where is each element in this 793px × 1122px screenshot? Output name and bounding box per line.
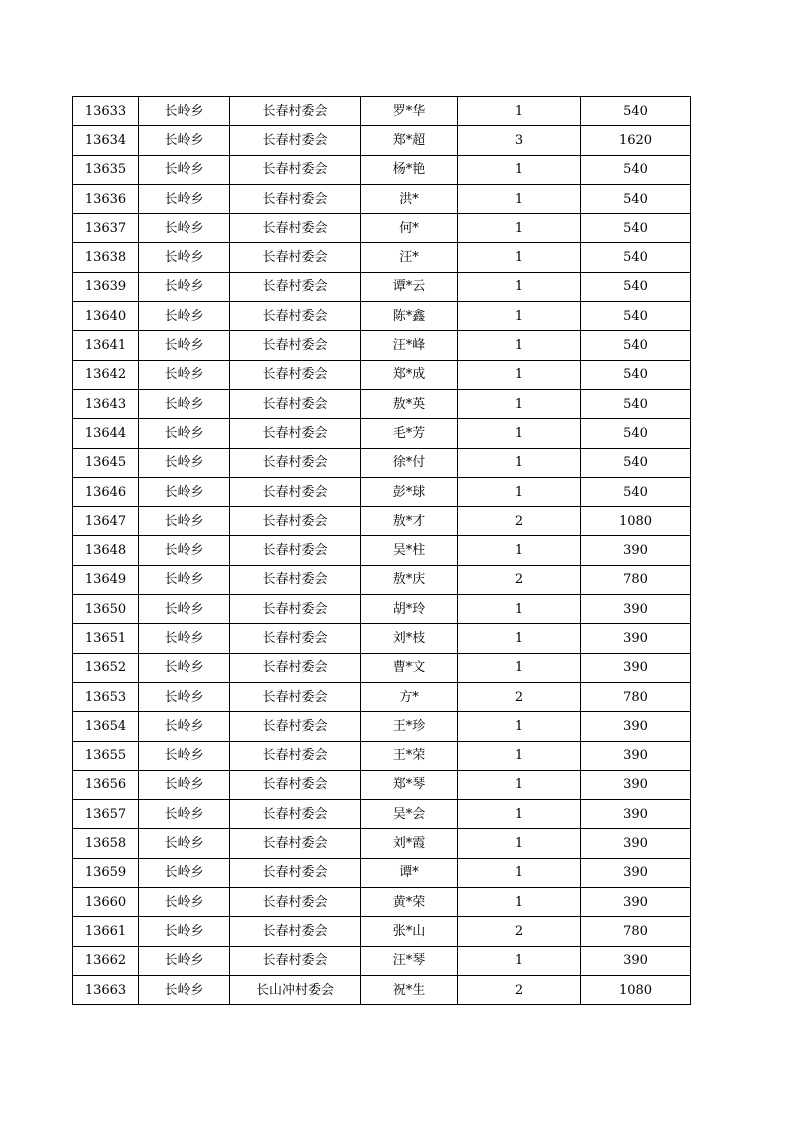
cell-id: 13651 bbox=[73, 624, 139, 653]
cell-amount: 390 bbox=[581, 653, 691, 682]
cell-id: 13662 bbox=[73, 946, 139, 975]
cell-amount: 540 bbox=[581, 448, 691, 477]
cell-name: 汪* bbox=[361, 243, 458, 272]
cell-village: 长春村委会 bbox=[230, 507, 361, 536]
cell-amount: 540 bbox=[581, 360, 691, 389]
cell-amount: 390 bbox=[581, 888, 691, 917]
table-row bbox=[73, 888, 691, 917]
table-row bbox=[73, 272, 691, 301]
cell-id: 13654 bbox=[73, 712, 139, 741]
cell-count: 2 bbox=[458, 975, 581, 1004]
cell-amount: 540 bbox=[581, 184, 691, 213]
cell-amount: 540 bbox=[581, 272, 691, 301]
cell-town: 长岭乡 bbox=[139, 155, 230, 184]
cell-count: 1 bbox=[458, 272, 581, 301]
cell-amount: 390 bbox=[581, 741, 691, 770]
table-row bbox=[73, 975, 691, 1004]
cell-name: 郑*琴 bbox=[361, 770, 458, 799]
cell-town: 长岭乡 bbox=[139, 389, 230, 418]
cell-amount: 540 bbox=[581, 243, 691, 272]
data-table bbox=[72, 96, 691, 1005]
cell-id: 13648 bbox=[73, 536, 139, 565]
cell-town: 长岭乡 bbox=[139, 946, 230, 975]
cell-id: 13661 bbox=[73, 917, 139, 946]
cell-town: 长岭乡 bbox=[139, 419, 230, 448]
cell-village: 长春村委会 bbox=[230, 97, 361, 126]
cell-count: 1 bbox=[458, 800, 581, 829]
cell-amount: 390 bbox=[581, 829, 691, 858]
cell-name: 罗*华 bbox=[361, 97, 458, 126]
table-row bbox=[73, 126, 691, 155]
cell-amount: 1080 bbox=[581, 975, 691, 1004]
cell-village: 长春村委会 bbox=[230, 829, 361, 858]
table-row bbox=[73, 214, 691, 243]
cell-village: 长春村委会 bbox=[230, 477, 361, 506]
table-row bbox=[73, 917, 691, 946]
cell-town: 长岭乡 bbox=[139, 682, 230, 711]
cell-count: 1 bbox=[458, 624, 581, 653]
cell-town: 长岭乡 bbox=[139, 302, 230, 331]
table-row bbox=[73, 155, 691, 184]
cell-name: 彭*球 bbox=[361, 477, 458, 506]
cell-count: 1 bbox=[458, 741, 581, 770]
cell-count: 1 bbox=[458, 829, 581, 858]
cell-id: 13642 bbox=[73, 360, 139, 389]
cell-count: 1 bbox=[458, 184, 581, 213]
table-row bbox=[73, 97, 691, 126]
table-row bbox=[73, 419, 691, 448]
cell-town: 长岭乡 bbox=[139, 97, 230, 126]
table-row bbox=[73, 360, 691, 389]
cell-village: 长春村委会 bbox=[230, 888, 361, 917]
cell-village: 长春村委会 bbox=[230, 858, 361, 887]
cell-town: 长岭乡 bbox=[139, 712, 230, 741]
cell-town: 长岭乡 bbox=[139, 565, 230, 594]
cell-town: 长岭乡 bbox=[139, 741, 230, 770]
cell-name: 张*山 bbox=[361, 917, 458, 946]
cell-village: 长春村委会 bbox=[230, 360, 361, 389]
cell-town: 长岭乡 bbox=[139, 331, 230, 360]
cell-village: 长春村委会 bbox=[230, 536, 361, 565]
cell-name: 吴*柱 bbox=[361, 536, 458, 565]
cell-count: 1 bbox=[458, 214, 581, 243]
cell-village: 长春村委会 bbox=[230, 653, 361, 682]
cell-village: 长春村委会 bbox=[230, 302, 361, 331]
cell-id: 13659 bbox=[73, 858, 139, 887]
cell-count: 1 bbox=[458, 155, 581, 184]
cell-amount: 1620 bbox=[581, 126, 691, 155]
cell-town: 长岭乡 bbox=[139, 917, 230, 946]
cell-count: 1 bbox=[458, 97, 581, 126]
cell-town: 长岭乡 bbox=[139, 536, 230, 565]
cell-id: 13640 bbox=[73, 302, 139, 331]
cell-name: 毛*芳 bbox=[361, 419, 458, 448]
cell-id: 13657 bbox=[73, 800, 139, 829]
cell-count: 2 bbox=[458, 917, 581, 946]
cell-town: 长岭乡 bbox=[139, 624, 230, 653]
cell-town: 长岭乡 bbox=[139, 800, 230, 829]
cell-count: 1 bbox=[458, 302, 581, 331]
cell-amount: 780 bbox=[581, 565, 691, 594]
cell-id: 13639 bbox=[73, 272, 139, 301]
cell-id: 13635 bbox=[73, 155, 139, 184]
cell-name: 敖*才 bbox=[361, 507, 458, 536]
cell-name: 何* bbox=[361, 214, 458, 243]
cell-count: 1 bbox=[458, 653, 581, 682]
cell-amount: 540 bbox=[581, 389, 691, 418]
cell-count: 1 bbox=[458, 595, 581, 624]
cell-amount: 540 bbox=[581, 302, 691, 331]
cell-name: 汪*琴 bbox=[361, 946, 458, 975]
table-row bbox=[73, 800, 691, 829]
cell-village: 长春村委会 bbox=[230, 155, 361, 184]
cell-amount: 390 bbox=[581, 770, 691, 799]
table-row bbox=[73, 829, 691, 858]
cell-town: 长岭乡 bbox=[139, 184, 230, 213]
table-row bbox=[73, 184, 691, 213]
cell-amount: 390 bbox=[581, 624, 691, 653]
cell-count: 1 bbox=[458, 448, 581, 477]
cell-count: 1 bbox=[458, 712, 581, 741]
cell-amount: 1080 bbox=[581, 507, 691, 536]
cell-name: 郑*超 bbox=[361, 126, 458, 155]
cell-id: 13647 bbox=[73, 507, 139, 536]
cell-town: 长岭乡 bbox=[139, 272, 230, 301]
cell-name: 谭*云 bbox=[361, 272, 458, 301]
cell-town: 长岭乡 bbox=[139, 507, 230, 536]
cell-town: 长岭乡 bbox=[139, 595, 230, 624]
cell-amount: 540 bbox=[581, 155, 691, 184]
cell-town: 长岭乡 bbox=[139, 888, 230, 917]
cell-amount: 780 bbox=[581, 917, 691, 946]
cell-id: 13643 bbox=[73, 389, 139, 418]
cell-village: 长春村委会 bbox=[230, 243, 361, 272]
table-row bbox=[73, 536, 691, 565]
cell-count: 2 bbox=[458, 565, 581, 594]
table-row bbox=[73, 331, 691, 360]
cell-village: 长春村委会 bbox=[230, 800, 361, 829]
cell-town: 长岭乡 bbox=[139, 858, 230, 887]
cell-name: 王*珍 bbox=[361, 712, 458, 741]
table-row bbox=[73, 243, 691, 272]
cell-name: 洪* bbox=[361, 184, 458, 213]
cell-count: 1 bbox=[458, 946, 581, 975]
cell-count: 2 bbox=[458, 682, 581, 711]
cell-name: 吴*会 bbox=[361, 800, 458, 829]
cell-town: 长岭乡 bbox=[139, 653, 230, 682]
cell-name: 敖*庆 bbox=[361, 565, 458, 594]
cell-name: 敖*英 bbox=[361, 389, 458, 418]
cell-town: 长岭乡 bbox=[139, 448, 230, 477]
cell-town: 长岭乡 bbox=[139, 243, 230, 272]
cell-village: 长春村委会 bbox=[230, 682, 361, 711]
cell-village: 长山冲村委会 bbox=[230, 975, 361, 1004]
cell-count: 1 bbox=[458, 389, 581, 418]
cell-count: 1 bbox=[458, 243, 581, 272]
cell-count: 3 bbox=[458, 126, 581, 155]
cell-village: 长春村委会 bbox=[230, 272, 361, 301]
cell-name: 刘*枝 bbox=[361, 624, 458, 653]
cell-amount: 390 bbox=[581, 858, 691, 887]
cell-town: 长岭乡 bbox=[139, 477, 230, 506]
cell-village: 长春村委会 bbox=[230, 770, 361, 799]
cell-id: 13634 bbox=[73, 126, 139, 155]
cell-count: 1 bbox=[458, 888, 581, 917]
cell-village: 长春村委会 bbox=[230, 184, 361, 213]
table-row bbox=[73, 653, 691, 682]
cell-name: 胡*玲 bbox=[361, 595, 458, 624]
table-row bbox=[73, 595, 691, 624]
cell-id: 13653 bbox=[73, 682, 139, 711]
cell-amount: 540 bbox=[581, 214, 691, 243]
cell-amount: 390 bbox=[581, 536, 691, 565]
cell-village: 长春村委会 bbox=[230, 214, 361, 243]
cell-village: 长春村委会 bbox=[230, 448, 361, 477]
cell-count: 1 bbox=[458, 331, 581, 360]
cell-id: 13641 bbox=[73, 331, 139, 360]
cell-amount: 390 bbox=[581, 712, 691, 741]
cell-village: 长春村委会 bbox=[230, 741, 361, 770]
cell-id: 13646 bbox=[73, 477, 139, 506]
cell-village: 长春村委会 bbox=[230, 624, 361, 653]
cell-id: 13656 bbox=[73, 770, 139, 799]
cell-amount: 540 bbox=[581, 97, 691, 126]
cell-id: 13663 bbox=[73, 975, 139, 1004]
cell-amount: 780 bbox=[581, 682, 691, 711]
cell-id: 13644 bbox=[73, 419, 139, 448]
cell-village: 长春村委会 bbox=[230, 712, 361, 741]
cell-name: 方* bbox=[361, 682, 458, 711]
cell-count: 1 bbox=[458, 858, 581, 887]
cell-town: 长岭乡 bbox=[139, 126, 230, 155]
cell-village: 长春村委会 bbox=[230, 595, 361, 624]
cell-id: 13633 bbox=[73, 97, 139, 126]
cell-name: 陈*鑫 bbox=[361, 302, 458, 331]
cell-id: 13655 bbox=[73, 741, 139, 770]
cell-name: 徐*付 bbox=[361, 448, 458, 477]
cell-amount: 390 bbox=[581, 595, 691, 624]
cell-count: 1 bbox=[458, 770, 581, 799]
cell-id: 13660 bbox=[73, 888, 139, 917]
cell-count: 1 bbox=[458, 536, 581, 565]
cell-village: 长春村委会 bbox=[230, 331, 361, 360]
table-row bbox=[73, 565, 691, 594]
cell-id: 13645 bbox=[73, 448, 139, 477]
cell-id: 13658 bbox=[73, 829, 139, 858]
cell-amount: 540 bbox=[581, 419, 691, 448]
cell-village: 长春村委会 bbox=[230, 565, 361, 594]
cell-village: 长春村委会 bbox=[230, 389, 361, 418]
table-row bbox=[73, 477, 691, 506]
cell-amount: 390 bbox=[581, 800, 691, 829]
cell-name: 郑*成 bbox=[361, 360, 458, 389]
cell-name: 王*荣 bbox=[361, 741, 458, 770]
table-row bbox=[73, 712, 691, 741]
cell-amount: 540 bbox=[581, 331, 691, 360]
cell-name: 祝*生 bbox=[361, 975, 458, 1004]
table-row bbox=[73, 682, 691, 711]
cell-name: 黄*荣 bbox=[361, 888, 458, 917]
cell-village: 长春村委会 bbox=[230, 419, 361, 448]
cell-name: 汪*峰 bbox=[361, 331, 458, 360]
cell-count: 1 bbox=[458, 477, 581, 506]
cell-name: 刘*霞 bbox=[361, 829, 458, 858]
cell-town: 长岭乡 bbox=[139, 214, 230, 243]
cell-name: 杨*艳 bbox=[361, 155, 458, 184]
cell-town: 长岭乡 bbox=[139, 829, 230, 858]
table-row bbox=[73, 946, 691, 975]
cell-id: 13650 bbox=[73, 595, 139, 624]
cell-count: 1 bbox=[458, 360, 581, 389]
cell-village: 长春村委会 bbox=[230, 917, 361, 946]
cell-id: 13652 bbox=[73, 653, 139, 682]
cell-town: 长岭乡 bbox=[139, 770, 230, 799]
table-row bbox=[73, 302, 691, 331]
cell-name: 曹*文 bbox=[361, 653, 458, 682]
table-row bbox=[73, 448, 691, 477]
table-row bbox=[73, 507, 691, 536]
table-row bbox=[73, 624, 691, 653]
cell-id: 13649 bbox=[73, 565, 139, 594]
cell-id: 13637 bbox=[73, 214, 139, 243]
table-row bbox=[73, 770, 691, 799]
table-body bbox=[73, 97, 691, 1005]
cell-id: 13636 bbox=[73, 184, 139, 213]
cell-town: 长岭乡 bbox=[139, 975, 230, 1004]
cell-village: 长春村委会 bbox=[230, 946, 361, 975]
cell-count: 2 bbox=[458, 507, 581, 536]
cell-village: 长春村委会 bbox=[230, 126, 361, 155]
cell-count: 1 bbox=[458, 419, 581, 448]
table-row bbox=[73, 741, 691, 770]
table-row bbox=[73, 858, 691, 887]
cell-name: 谭* bbox=[361, 858, 458, 887]
cell-id: 13638 bbox=[73, 243, 139, 272]
table-row bbox=[73, 389, 691, 418]
cell-amount: 540 bbox=[581, 477, 691, 506]
cell-amount: 390 bbox=[581, 946, 691, 975]
cell-town: 长岭乡 bbox=[139, 360, 230, 389]
